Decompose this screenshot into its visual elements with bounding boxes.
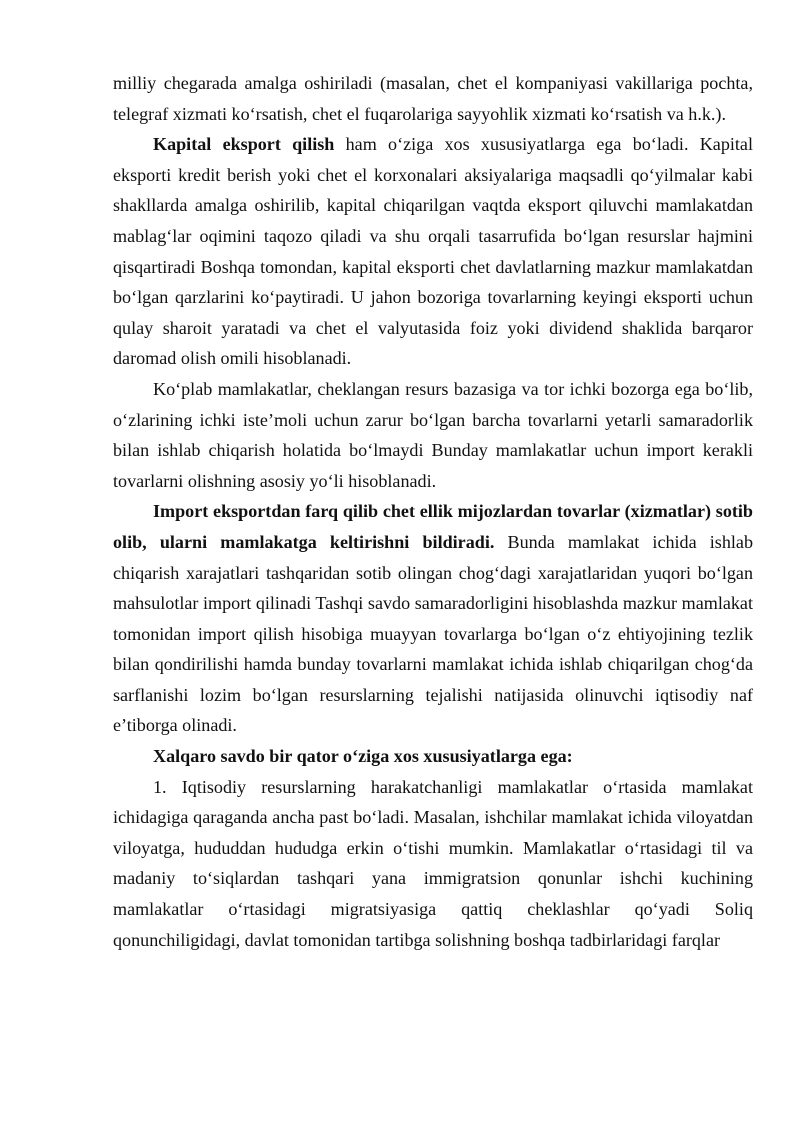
- paragraph-text: Bunda mamlakat ichida ishlab chiqarish xarajatlari tashqaridan sotib olingan chog‘dagi xarajatlaridan yuqori bo‘lgan mahsulotlar import qilinadi Tashqi savdo samaradorligini hisoblashda mazkur mamlakat tomonidan import qilish hisobiga muayyan tovarlarga bo‘lgan o‘z ehtiyojining tezlik bilan qondirilishi hamda bunday tovarlarni mamlakat ichida ishlab chiqarilgan chog‘da sarflanishi lozim bo‘lgan resurslarning tejalishi natijasida olinuvchi iqtisodiy naf e’tiborga olinadi.: [113, 531, 753, 736]
- paragraph-text: Ko‘plab mamlakatlar, cheklangan resurs bazasiga va tor ichki bozorga ega bo‘lib, o‘zlarining ichki iste’moli uchun zarur bo‘lgan barcha tovarlarni yetarli samaradorlik bilan ishlab chiqarish holatida bo‘lmaydi Bunday mamlakatlar uchun import kerakli tovarlarni olishning asosiy yo‘li hisoblanadi.: [113, 378, 753, 491]
- document-page: [113, 68, 753, 955]
- paragraph-limited-resources: [113, 374, 753, 496]
- paragraph-bold-lead: Import eksportdan farq qilib chet ellik mijozlardan tovarlar (xizmatlar) sotib olib, ularni mamlakatga keltirishni bildiradi.: [113, 501, 753, 552]
- paragraph-text: milliy chegarada amalga oshiriladi (masalan, chet el kompaniyasi vakillariga pochta, telegraf xizmati ko‘rsatish, chet el fuqarolariga sayyohlik xizmati ko‘rsatish va h.k.).: [113, 73, 753, 124]
- paragraph-text: 1. Iqtisodiy resurslarning harakatchanligi mamlakatlar o‘rtasida mamlakat ichidagiga qaraganda ancha past bo‘ladi. Masalan, ishchilar mamlakat ichida viloyatdan viloyatga, hududdan hududga erkin o‘tishi mumkin. Mamlakatlar o‘rtasidagi til va madaniy to‘siqlardan tashqari yana immigratsion qonunlar ishchi kuchining mamlakatlar o‘rtasidagi migratsiyasiga qattiq cheklashlar qo‘yadi Soliq qonunchiligidagi, davlat tomonidan tartibga solishning boshqa tadbirlaridagi farqlar: [113, 776, 753, 950]
- paragraph-capital-export: [113, 129, 753, 374]
- heading-text: Xalqaro savdo bir qator o‘ziga xos xususiyatlarga ega:: [153, 746, 573, 767]
- section-heading: [113, 741, 753, 772]
- paragraph-continuation: [113, 68, 753, 129]
- paragraph-import: [113, 496, 753, 741]
- paragraph-bold-lead: Kapital eksport qilish: [153, 134, 335, 155]
- list-item-1: [113, 772, 753, 956]
- paragraph-text: ham o‘ziga xos xususiyatlarga ega bo‘ladi. Kapital eksporti kredit berish yoki chet el korxonalari aksiyalariga maqsadli qo‘yilmalar kabi shakllarda amalga oshirilib, kapital chiqarilgan vaqtda eksport qiluvchi mamlakatdan mablag‘lar oqimini taqozo qiladi va shu orqali tasarrufida bo‘lgan resurslar hajmini qisqartiradi Boshqa tomondan, kapital eksporti chet davlatlarning mazkur mamlakatdan bo‘lgan qarzlarini ko‘paytiradi. U jahon bozoriga tovarlarning keyingi eksporti uchun qulay sharoit yaratadi va chet el valyutasida foiz yoki dividend shaklida barqaror daromad olish omili hisoblanadi.: [113, 134, 753, 369]
